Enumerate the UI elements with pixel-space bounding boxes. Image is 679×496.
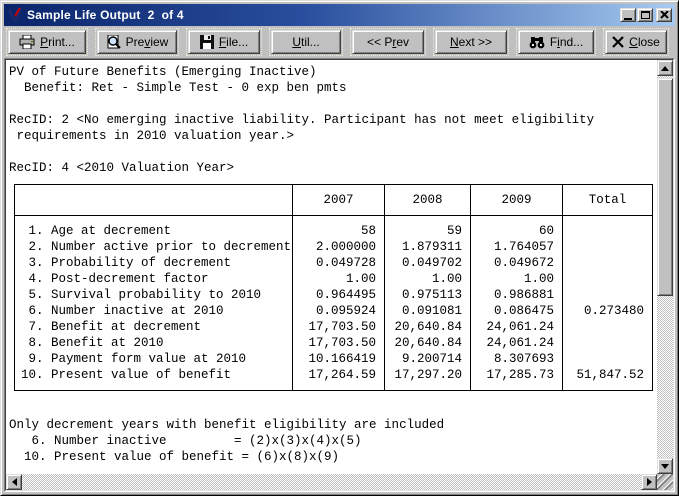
recid-2-line: RecID: 2 <No emerging inactive liability. Participant has not meet eligibility [9, 113, 595, 127]
print-label: Print... [40, 35, 75, 49]
close-button[interactable] [605, 30, 667, 54]
util-button[interactable] [271, 30, 341, 54]
footnote-line: 10. Present value of benefit = (6)x(8)x(9) [9, 450, 340, 464]
printer-icon [19, 35, 35, 49]
titlebar [4, 4, 675, 26]
vertical-scroll-track[interactable] [657, 76, 673, 458]
horizontal-scroll-track[interactable] [22, 474, 641, 490]
close-x-icon [612, 36, 624, 48]
table-row: 10. Present value of benefit 17,264.59 17,297.20 17,285.73 51,847.52 [15, 367, 653, 391]
column-header-2007: 2007 [293, 185, 385, 216]
valuation-table [14, 184, 653, 391]
report-benefit-line: Benefit: Ret - Simple Test - 0 exp ben pmts [9, 81, 347, 95]
column-header-2009: 2009 [471, 185, 563, 216]
table-row: 8. Benefit at 2010 17,703.50 20,640.84 24,061.24 [15, 335, 653, 351]
preview-button[interactable] [97, 30, 177, 54]
scroll-right-button[interactable] [641, 474, 657, 490]
table-header-row [15, 185, 653, 216]
util-label: Util... [292, 35, 320, 49]
vertical-scrollbar[interactable] [657, 60, 673, 474]
table-row: 4. Post-decrement factor 1.00 1.00 1.00 [15, 271, 653, 287]
table-row: 1. Age at decrement 58 59 60 [15, 216, 653, 240]
report-viewport-frame [4, 58, 675, 492]
scroll-left-button[interactable] [6, 474, 22, 490]
recid-4-line: RecID: 4 <2010 Valuation Year> [9, 161, 235, 175]
table-row: 9. Payment form value at 2010 10.166419 9.200714 8.307693 [15, 351, 653, 367]
column-header-total: Total [563, 185, 653, 216]
minimize-icon [624, 18, 632, 20]
print-button[interactable] [8, 30, 86, 54]
binoculars-icon [529, 36, 545, 49]
report-footnotes [9, 417, 657, 465]
report-text-pane [6, 60, 657, 474]
prev-button[interactable] [352, 30, 424, 54]
close-label: Close [629, 35, 660, 49]
scroll-up-button[interactable] [657, 60, 673, 76]
scroll-left-icon [12, 478, 17, 486]
scroll-right-icon [647, 478, 652, 486]
footnote-line: Only decrement years with benefit eligibility are included [9, 418, 445, 432]
window-close-button[interactable] [656, 8, 672, 22]
report-title-line: PV of Future Benefits (Emerging Inactive) [9, 65, 317, 79]
next-label: Next >> [449, 35, 493, 49]
table-row: 2. Number active prior to decrement 2.000000 1.879311 1.764057 [15, 239, 653, 255]
window-title: Sample Life Output 2 of 4 [27, 8, 184, 22]
column-header-2008: 2008 [385, 185, 471, 216]
maximize-icon [641, 11, 650, 19]
preview-magnifier-icon [106, 35, 121, 50]
floppy-disk-icon [200, 35, 214, 49]
scroll-down-icon [661, 464, 669, 469]
table-row: 6. Number inactive at 2010 0.095924 0.091081 0.086475 0.273480 [15, 303, 653, 319]
prev-label: << Prev [366, 35, 410, 49]
resize-grip-icon[interactable] [657, 474, 673, 490]
v-checkmark-logo-icon [7, 7, 23, 23]
table-row: 5. Survival probability to 2010 0.964495 0.975113 0.986881 [15, 287, 653, 303]
column-header-blank [15, 185, 293, 216]
minimize-button[interactable] [620, 8, 636, 22]
scroll-up-icon [661, 66, 669, 71]
next-button[interactable] [435, 30, 507, 54]
vertical-scroll-thumb[interactable] [657, 78, 673, 296]
table-row: 3. Probability of decrement 0.049728 0.049702 0.049672 [15, 255, 653, 271]
scroll-down-button[interactable] [657, 458, 673, 474]
find-button[interactable] [518, 30, 594, 54]
maximize-button[interactable] [637, 8, 653, 22]
file-button[interactable] [188, 30, 260, 54]
find-label: Find... [549, 35, 584, 49]
file-label: File... [218, 35, 249, 49]
table-row: 7. Benefit at decrement 17,703.50 20,640.84 24,061.24 [15, 319, 653, 335]
footnote-line: 6. Number inactive = (2)x(3)x(4)x(5) [9, 434, 362, 448]
recid-2-line-cont: requirements in 2010 valuation year.> [9, 129, 295, 143]
close-icon [660, 11, 669, 19]
horizontal-scrollbar[interactable] [6, 474, 657, 490]
report-viewport [6, 60, 673, 490]
preview-label: Preview [125, 35, 169, 49]
toolbar [4, 26, 675, 58]
